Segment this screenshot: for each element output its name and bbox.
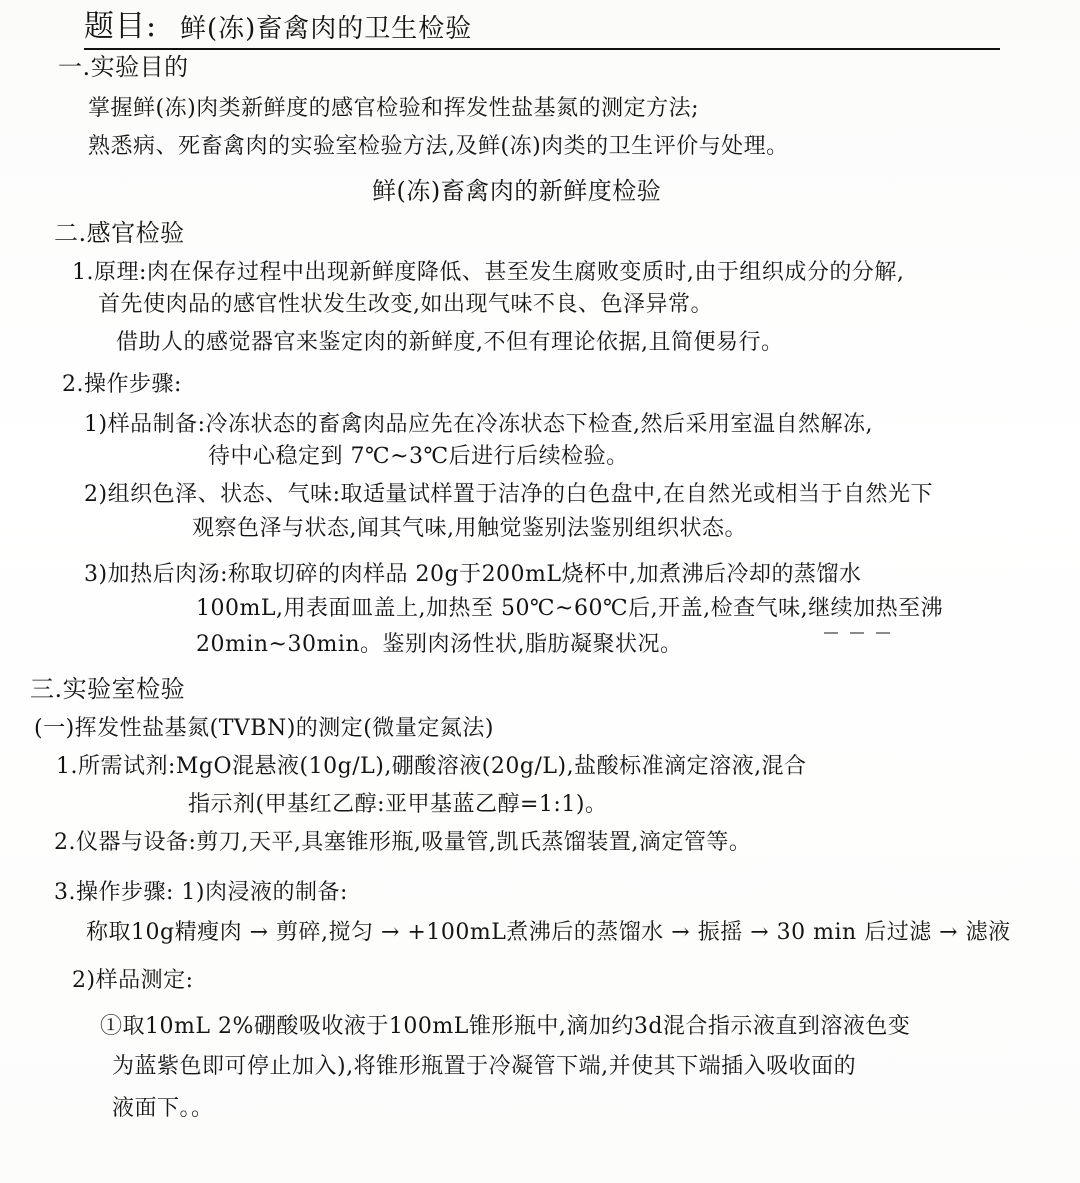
principle-line-3: 借助人的感觉器官来鉴定肉的新鲜度,不但有理论依据,且简便易行。 bbox=[116, 330, 784, 355]
center-heading: 鲜(冻)畜禽肉的新鲜度检验 bbox=[372, 177, 662, 205]
tvbn-subheading: (一)挥发性盐基氮(TVBN)的测定(微量定氮法) bbox=[34, 716, 494, 741]
reagents-line-2: 指示剂(甲基红乙醇:亚甲基蓝乙醇=1:1)。 bbox=[188, 792, 608, 817]
measurement-line-2: 为蓝紫色即可停止加入),将锥形瓶置于冷凝管下端,并使其下端插入吸收面的 bbox=[112, 1054, 857, 1079]
measurement-line-1: ①取10mL 2%硼酸吸收液于100mL锥形瓶中,滴加约3d混合指示液直到溶液色变 bbox=[100, 1014, 911, 1039]
sample-measurement-heading: 2)样品测定: bbox=[72, 968, 194, 993]
extraction-flow: 称取10g精瘦肉 → 剪碎,搅匀 → +100mL煮沸后的蒸馏水 → 振摇 → 30 min 后过滤 → 滤液 bbox=[86, 920, 1011, 945]
title-text: 鲜(冻)畜禽肉的卫生检验 bbox=[180, 14, 473, 44]
step2-line-1: 2)组织色泽、状态、气味:取适量试样置于洁净的白色盘中,在自然光或相当于自然光下 bbox=[84, 482, 933, 507]
step3-line-1: 3)加热后肉汤:称取切碎的肉样品 20g于200mL烧杯中,加煮沸后冷却的蒸馏水 bbox=[84, 562, 862, 587]
principle-line-2: 首先使肉品的感官性状发生改变,如出现气味不良、色泽异常。 bbox=[98, 292, 713, 317]
section-heading-objective: 一.实验目的 bbox=[58, 53, 189, 81]
section-heading-sensory: 二.感官检验 bbox=[54, 219, 185, 247]
operation-heading: 3.操作步骤: 1)肉浸液的制备: bbox=[54, 880, 348, 905]
objective-line-1: 掌握鲜(冻)肉类新鲜度的感官检验和挥发性盐基氮的测定方法; bbox=[88, 96, 700, 121]
stray-pen-marks bbox=[824, 622, 914, 628]
principle-line-1: 1.原理:肉在保存过程中出现新鲜度降低、甚至发生腐败变质时,由于组织成分的分解, bbox=[72, 260, 905, 285]
procedure-heading: 2.操作步骤: bbox=[62, 372, 182, 397]
objective-line-2: 熟悉病、死畜禽肉的实验室检验方法,及鲜(冻)肉类的卫生评价与处理。 bbox=[88, 134, 789, 159]
reagents-line-1: 1.所需试剂:MgO混悬液(10g/L),硼酸溶液(20g/L),盐酸标准滴定溶液,混合 bbox=[56, 754, 807, 779]
step3-line-3: 20min~30min。鉴别肉汤性状,脂肪凝聚状况。 bbox=[196, 632, 683, 657]
section-heading-lab: 三.实验室检验 bbox=[30, 675, 186, 703]
document-title bbox=[84, 8, 1000, 50]
title-label: 题目: bbox=[84, 9, 158, 44]
step2-line-2: 观察色泽与状态,闻其气味,用触觉鉴别法鉴别组织状态。 bbox=[192, 516, 747, 541]
step3-line-2: 100mL,用表面皿盖上,加热至 50℃~60℃后,开盖,检查气味,继续加热至沸 bbox=[196, 596, 944, 621]
step1-line-2: 待中心稳定到 7℃~3℃后进行后续检验。 bbox=[208, 444, 629, 469]
equipment-line: 2.仪器与设备:剪刀,天平,具塞锥形瓶,吸量管,凯氏蒸馏装置,滴定管等。 bbox=[54, 830, 752, 855]
step1-line-1: 1)样品制备:冷冻状态的畜禽肉品应先在冷冻状态下检查,然后采用室温自然解冻, bbox=[84, 412, 873, 437]
measurement-line-3: 液面下。。 bbox=[112, 1096, 214, 1121]
